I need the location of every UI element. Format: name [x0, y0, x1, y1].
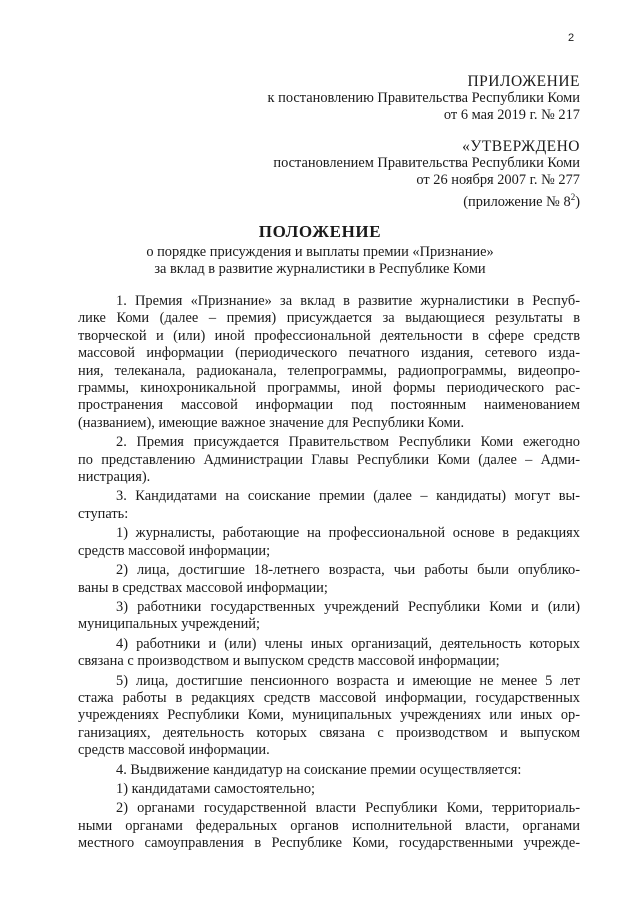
approved-label: «УТВЕРЖДЕНО: [462, 138, 580, 155]
paragraph-line: ния, телеканала, радиоканала, телепрограммы, радиопрограммы, видеопро-: [78, 362, 580, 379]
approved-annex: (приложение № $8^2$): [463, 192, 580, 210]
paragraph-line: лике Коми (далее – премия) присуждается за выдающиеся результаты в: [78, 310, 580, 327]
paragraph-line: пространения массовой информации под постоянным наименованием: [78, 397, 580, 414]
paragraph-line: ступать:: [78, 505, 129, 522]
paragraph-line: 2. Премия присуждается Правительством Республики Коми ежегодно: [116, 434, 580, 451]
appendix-date: от 6 мая 2019 г. № 217: [443, 107, 580, 123]
paragraph-line: 3) работники государственных учреждений Республики Коми и (или): [116, 598, 580, 615]
paragraph-line: 1) журналисты, работающие на профессиональной основе в редакциях: [116, 525, 580, 542]
document-subtitle-line-2: за вклад в развитие журналистики в Республике Коми: [154, 261, 486, 277]
paragraph: [78, 800, 580, 852]
paragraph-line: ваны в средствах массовой информации;: [78, 579, 328, 596]
paragraph: [78, 562, 580, 597]
appendix-decree: к постановлению Правительства Республики Коми: [267, 90, 580, 106]
paragraph-line: 4. Выдвижение кандидатур на соискание премии осуществляется:: [116, 761, 522, 778]
paragraph: [78, 762, 580, 779]
paragraph: [78, 525, 580, 560]
paragraph-line: ганизациях, деятельность которых связана с производством и выпуском: [78, 724, 580, 741]
approved-date: от 26 ноября 2007 г. № 277: [416, 172, 580, 188]
document-title: ПОЛОЖЕНИЕ: [258, 222, 382, 241]
paragraph-line: средств массовой информации;: [78, 542, 271, 559]
paragraph-line: средств массовой информации.: [78, 742, 270, 759]
paragraph-line: 2) лица, достигшие 18-летнего возраста, чьи работы были опублико-: [116, 562, 580, 579]
paragraph-line: 2) органами государственной власти Республики Коми, территориаль-: [116, 800, 580, 817]
paragraph-line: стажа работы в редакциях средств массовой информации, государственных: [78, 689, 580, 706]
paragraph: [78, 636, 580, 671]
paragraph-line: по представлению Администрации Главы Республики Коми (далее – Адми-: [78, 451, 580, 468]
paragraph-line: 1. Премия «Признание» за вклад в развитие журналистики в Респуб-: [116, 293, 580, 309]
paragraph-line: 1) кандидатами самостоятельно;: [116, 780, 316, 797]
paragraph-line: учреждениях Республики Коми, муниципальных учреждениях или иных ор-: [78, 707, 580, 724]
paragraph: [78, 781, 580, 798]
paragraph-line: творческой и (или) иной профессиональной деятельности в сфере средств: [78, 327, 580, 344]
paragraph-line: массовой информации (периодического печатного издания, сетевого изда-: [78, 345, 580, 362]
paragraph: [78, 293, 580, 432]
approved-header: [273, 138, 580, 211]
document-subtitle-line-1: о порядке присуждения и выплаты премии «Признание»: [146, 244, 494, 260]
paragraph-line: местного самоуправления в Республике Коми, государственными учрежде-: [78, 835, 580, 852]
paragraph-line: связана с производством и выпуском средств массовой информации;: [78, 653, 500, 670]
paragraph-line: (названием), имеющие важное значение для Республики Коми.: [78, 414, 465, 431]
paragraph-line: ными органами федеральных органов исполнительной власти, органами: [78, 817, 580, 834]
paragraph: [78, 434, 580, 486]
paragraph-line: муниципальных учреждений;: [78, 616, 260, 633]
approved-decree: постановлением Правительства Республики Коми: [273, 155, 580, 171]
page-number: 2: [568, 32, 575, 44]
paragraph-line: 3. Кандидатами на соискание премии (далее – кандидаты) могут вы-: [116, 488, 580, 505]
paragraph-line: 4) работники и (или) члены иных организаций, деятельность которых: [116, 635, 580, 652]
paragraph: [78, 673, 580, 760]
appendix-header: [268, 73, 580, 124]
paragraph-line: нистрация).: [78, 469, 151, 486]
paragraph-line: 5) лица, достигшие пенсионного возраста и имеющие не менее 5 лет: [116, 672, 580, 689]
paragraph: [78, 488, 580, 523]
paragraph-line: граммы, кинохроникальной программы, иной формы периодического рас-: [78, 380, 580, 397]
appendix-label: ПРИЛОЖЕНИЕ: [467, 73, 580, 90]
document-body: [78, 293, 580, 853]
paragraph: [78, 599, 580, 634]
